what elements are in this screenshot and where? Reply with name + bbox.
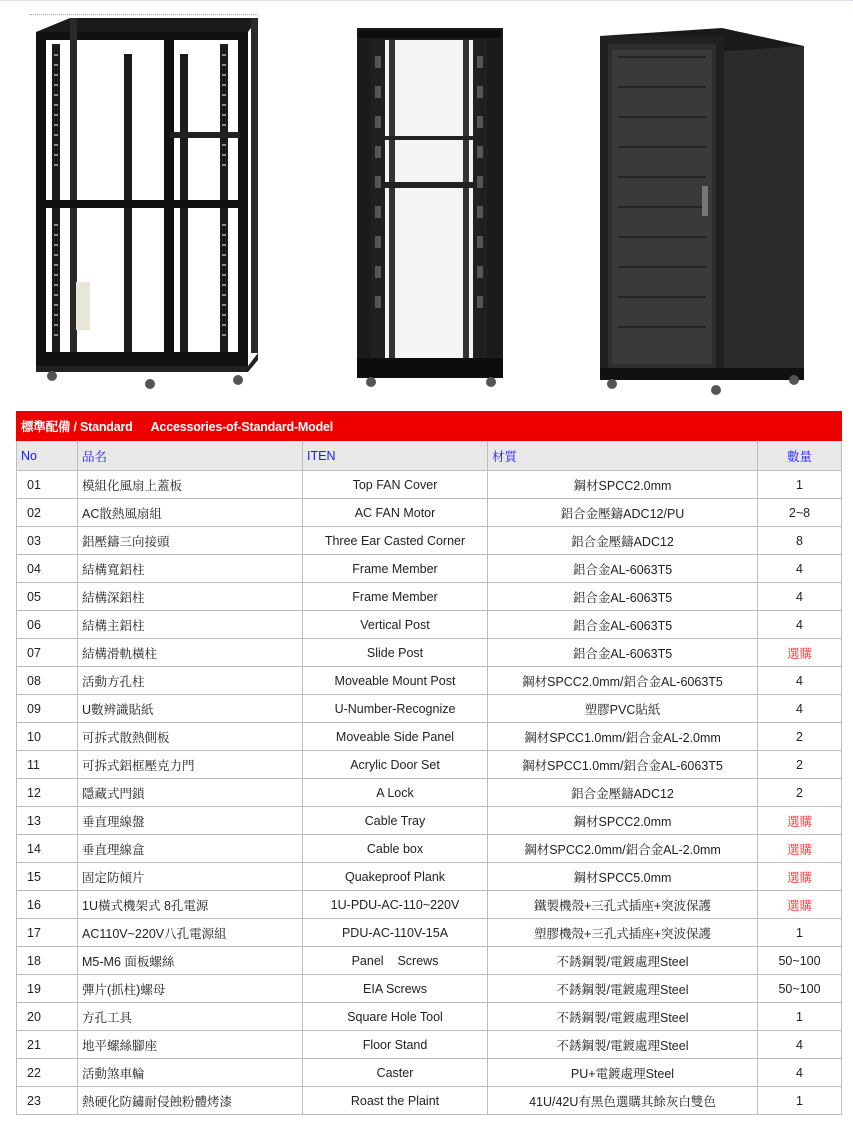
row-item: Caster bbox=[303, 1059, 488, 1087]
title-en-standard: / Standard bbox=[70, 420, 133, 434]
row-qty: 2 bbox=[758, 779, 842, 807]
row-item: Floor Stand bbox=[303, 1031, 488, 1059]
row-item: Square Hole Tool bbox=[303, 1003, 488, 1031]
row-material: 鋼材SPCC2.0mm bbox=[488, 471, 758, 499]
row-material: 鋼材SPCC2.0mm/鋁合金AL-2.0mm bbox=[488, 835, 758, 863]
row-item: Frame Member bbox=[303, 583, 488, 611]
row-name: 可拆式散熱側板 bbox=[78, 723, 303, 751]
row-item: A Lock bbox=[303, 779, 488, 807]
row-no: 13 bbox=[17, 807, 78, 835]
row-qty: 2 bbox=[758, 751, 842, 779]
row-material: 鋁合金壓鑄ADC12/PU bbox=[488, 499, 758, 527]
row-item: Three Ear Casted Corner bbox=[303, 527, 488, 555]
row-item: Acrylic Door Set bbox=[303, 751, 488, 779]
row-no: 06 bbox=[17, 611, 78, 639]
row-qty: 選購 bbox=[758, 835, 842, 863]
row-qty: 選購 bbox=[758, 807, 842, 835]
table-row bbox=[17, 639, 842, 667]
row-item: Frame Member bbox=[303, 555, 488, 583]
row-name: 垂直理線盒 bbox=[78, 835, 303, 863]
row-material: 不銹鋼製/電鍍處理Steel bbox=[488, 1031, 758, 1059]
row-item: U-Number-Recognize bbox=[303, 695, 488, 723]
row-no: 03 bbox=[17, 527, 78, 555]
row-material: 鋁合金AL-6063T5 bbox=[488, 611, 758, 639]
row-item: Slide Post bbox=[303, 639, 488, 667]
table-row bbox=[17, 611, 842, 639]
row-material: 鋁合金AL-6063T5 bbox=[488, 639, 758, 667]
row-material: 鋼材SPCC2.0mm bbox=[488, 807, 758, 835]
row-material: 鐵製機殼+三孔式插座+突波保護 bbox=[488, 891, 758, 919]
header-no: No bbox=[17, 441, 78, 471]
row-no: 21 bbox=[17, 1031, 78, 1059]
row-item: Vertical Post bbox=[303, 611, 488, 639]
row-qty: 4 bbox=[758, 1059, 842, 1087]
row-item: Moveable Mount Post bbox=[303, 667, 488, 695]
row-name: 結構寬鋁柱 bbox=[78, 555, 303, 583]
row-qty: 2 bbox=[758, 723, 842, 751]
row-name: 模組化風扇上蓋板 bbox=[78, 471, 303, 499]
row-item: EIA Screws bbox=[303, 975, 488, 1003]
table-title bbox=[17, 412, 842, 441]
row-qty: 1 bbox=[758, 1003, 842, 1031]
table-row bbox=[17, 471, 842, 499]
table-row bbox=[17, 1031, 842, 1059]
row-qty: 1 bbox=[758, 471, 842, 499]
row-material: 鋁合金AL-6063T5 bbox=[488, 583, 758, 611]
row-name: AC110V~220V八孔電源組 bbox=[78, 919, 303, 947]
row-no: 11 bbox=[17, 751, 78, 779]
row-no: 05 bbox=[17, 583, 78, 611]
row-material: 鋁合金壓鑄ADC12 bbox=[488, 779, 758, 807]
table-title-row bbox=[17, 412, 842, 441]
row-no: 17 bbox=[17, 919, 78, 947]
table-row bbox=[17, 723, 842, 751]
table-row bbox=[17, 555, 842, 583]
table-row bbox=[17, 863, 842, 891]
row-material: 鋼材SPCC1.0mm/鋁合金AL-6063T5 bbox=[488, 751, 758, 779]
row-item: Roast the Plaint bbox=[303, 1087, 488, 1115]
row-no: 18 bbox=[17, 947, 78, 975]
side-panel-rack-image bbox=[355, 26, 507, 390]
table-row bbox=[17, 695, 842, 723]
row-material: PU+電鍍處理Steel bbox=[488, 1059, 758, 1087]
row-qty: 50~100 bbox=[758, 947, 842, 975]
row-name: AC散熱風扇組 bbox=[78, 499, 303, 527]
row-qty: 選購 bbox=[758, 891, 842, 919]
row-name: 活動方孔柱 bbox=[78, 667, 303, 695]
row-no: 23 bbox=[17, 1087, 78, 1115]
row-qty: 2~8 bbox=[758, 499, 842, 527]
row-item: Top FAN Cover bbox=[303, 471, 488, 499]
table-row bbox=[17, 583, 842, 611]
row-material: 鋼材SPCC2.0mm/鋁合金AL-6063T5 bbox=[488, 667, 758, 695]
row-material: 鋁合金壓鑄ADC12 bbox=[488, 527, 758, 555]
row-no: 16 bbox=[17, 891, 78, 919]
row-name: 彈片(抓柱)螺母 bbox=[78, 975, 303, 1003]
row-qty: 選購 bbox=[758, 863, 842, 891]
header-qty: 數量 bbox=[758, 441, 842, 471]
row-name: 熱硬化防鏽耐侵蝕粉體烤漆 bbox=[78, 1087, 303, 1115]
row-name: 方孔工具 bbox=[78, 1003, 303, 1031]
row-material: 塑膠機殼+三孔式插座+突波保護 bbox=[488, 919, 758, 947]
row-no: 19 bbox=[17, 975, 78, 1003]
row-material: 41U/42U有黑色選購其餘灰白雙色 bbox=[488, 1087, 758, 1115]
header-name: 品名 bbox=[78, 441, 303, 471]
row-name: 結構滑軌橫柱 bbox=[78, 639, 303, 667]
row-name: 結構主鋁柱 bbox=[78, 611, 303, 639]
table-row bbox=[17, 891, 842, 919]
header-item: ITEN bbox=[303, 441, 488, 471]
table-row bbox=[17, 1059, 842, 1087]
product-photos bbox=[0, 0, 853, 405]
row-material: 不銹鋼製/電鍍處理Steel bbox=[488, 1003, 758, 1031]
header-material: 材質 bbox=[488, 441, 758, 471]
row-no: 07 bbox=[17, 639, 78, 667]
row-material: 鋼材SPCC5.0mm bbox=[488, 863, 758, 891]
row-name: 固定防傾片 bbox=[78, 863, 303, 891]
row-item: Panel Screws bbox=[303, 947, 488, 975]
row-qty: 4 bbox=[758, 611, 842, 639]
row-name: U數辨識貼紙 bbox=[78, 695, 303, 723]
accessories-table bbox=[16, 411, 842, 1115]
table-row bbox=[17, 779, 842, 807]
row-name: M5-M6 面板螺絲 bbox=[78, 947, 303, 975]
row-material: 鋁合金AL-6063T5 bbox=[488, 555, 758, 583]
closed-door-rack-image bbox=[598, 26, 808, 398]
row-qty: 1 bbox=[758, 919, 842, 947]
row-name: 隱藏式門鎖 bbox=[78, 779, 303, 807]
table-row bbox=[17, 919, 842, 947]
row-no: 14 bbox=[17, 835, 78, 863]
title-en-accessories: Accessories-of-Standard-Model bbox=[150, 420, 334, 434]
open-frame-rack-image bbox=[30, 14, 260, 394]
row-item: Cable Tray bbox=[303, 807, 488, 835]
row-material: 塑膠PVC貼紙 bbox=[488, 695, 758, 723]
row-no: 01 bbox=[17, 471, 78, 499]
row-item: Moveable Side Panel bbox=[303, 723, 488, 751]
table-row bbox=[17, 1087, 842, 1115]
table-header-row bbox=[17, 441, 842, 471]
row-name: 鋁壓鑄三向接頭 bbox=[78, 527, 303, 555]
row-no: 20 bbox=[17, 1003, 78, 1031]
row-qty: 1 bbox=[758, 1087, 842, 1115]
row-no: 22 bbox=[17, 1059, 78, 1087]
row-item: AC FAN Motor bbox=[303, 499, 488, 527]
row-material: 鋼材SPCC1.0mm/鋁合金AL-2.0mm bbox=[488, 723, 758, 751]
row-no: 04 bbox=[17, 555, 78, 583]
row-qty: 4 bbox=[758, 1031, 842, 1059]
row-material: 不銹鋼製/電鍍處理Steel bbox=[488, 975, 758, 1003]
row-qty: 4 bbox=[758, 555, 842, 583]
row-item: PDU-AC-110V-15A bbox=[303, 919, 488, 947]
table-row bbox=[17, 975, 842, 1003]
row-name: 可拆式鋁框壓克力門 bbox=[78, 751, 303, 779]
row-no: 15 bbox=[17, 863, 78, 891]
row-no: 10 bbox=[17, 723, 78, 751]
row-no: 02 bbox=[17, 499, 78, 527]
row-qty: 4 bbox=[758, 695, 842, 723]
row-name: 地平螺絲腳座 bbox=[78, 1031, 303, 1059]
row-qty: 4 bbox=[758, 583, 842, 611]
table-row bbox=[17, 667, 842, 695]
row-item: Cable box bbox=[303, 835, 488, 863]
title-zh: 標準配備 bbox=[21, 420, 71, 434]
table-row bbox=[17, 947, 842, 975]
row-no: 09 bbox=[17, 695, 78, 723]
row-material: 不銹鋼製/電鍍處理Steel bbox=[488, 947, 758, 975]
row-no: 08 bbox=[17, 667, 78, 695]
row-qty: 選購 bbox=[758, 639, 842, 667]
row-name: 活動煞車輪 bbox=[78, 1059, 303, 1087]
table-row bbox=[17, 1003, 842, 1031]
table-row bbox=[17, 807, 842, 835]
row-qty: 4 bbox=[758, 667, 842, 695]
row-name: 結構深鋁柱 bbox=[78, 583, 303, 611]
row-item: 1U-PDU-AC-110~220V bbox=[303, 891, 488, 919]
row-name: 垂直理線盤 bbox=[78, 807, 303, 835]
row-qty: 50~100 bbox=[758, 975, 842, 1003]
row-name: 1U橫式機架式 8孔電源 bbox=[78, 891, 303, 919]
table-row bbox=[17, 751, 842, 779]
table-row bbox=[17, 835, 842, 863]
table-row bbox=[17, 499, 842, 527]
row-qty: 8 bbox=[758, 527, 842, 555]
row-item: Quakeproof Plank bbox=[303, 863, 488, 891]
row-no: 12 bbox=[17, 779, 78, 807]
table-row bbox=[17, 527, 842, 555]
